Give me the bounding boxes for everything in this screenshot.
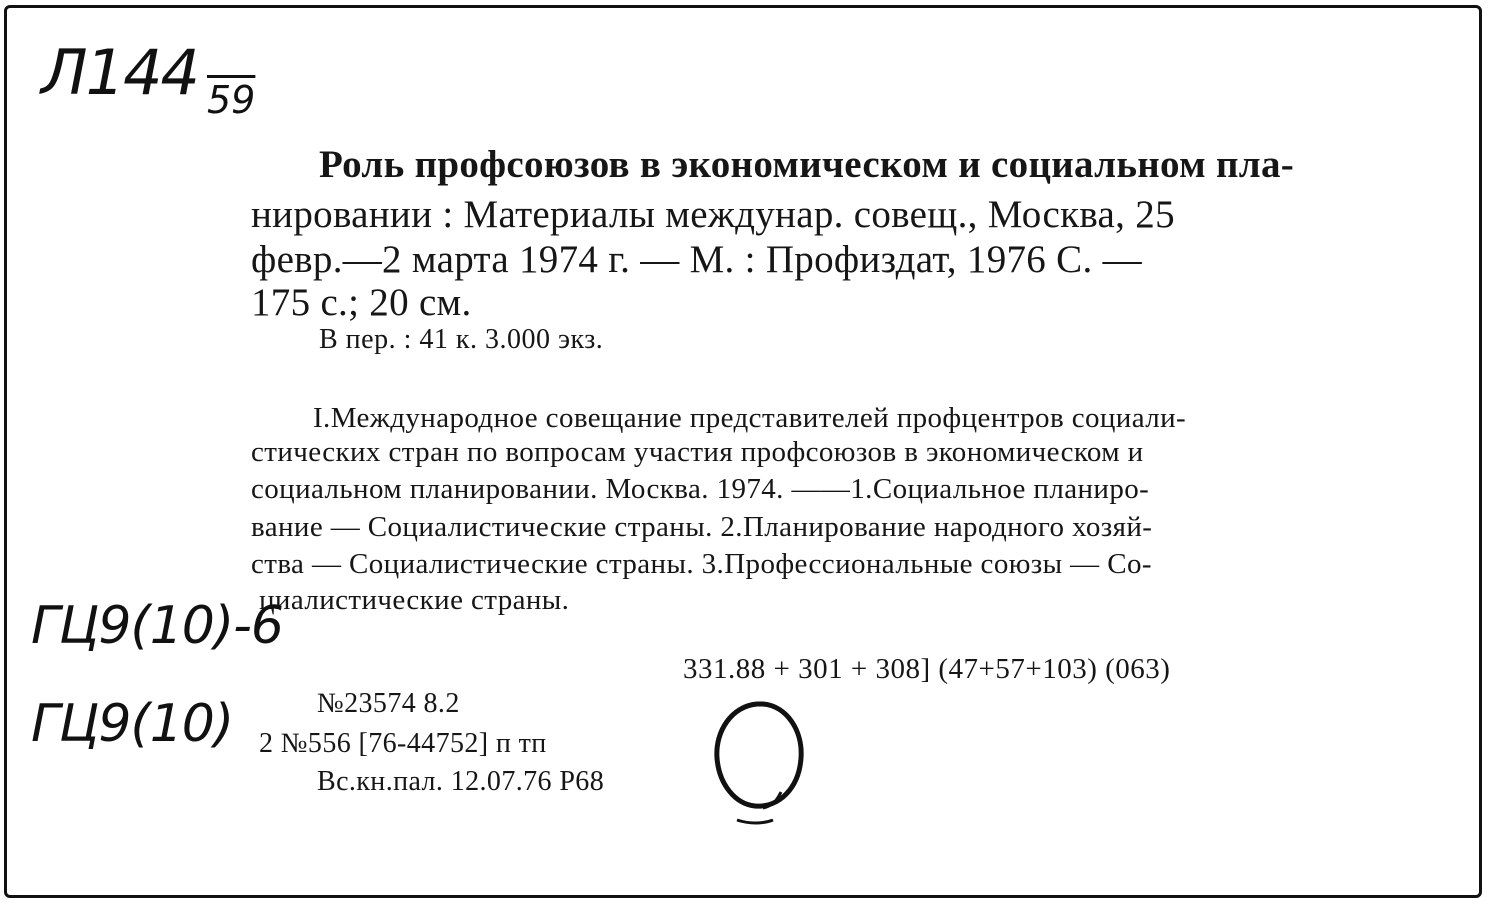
title-line-2: нировании : Материалы междунар. совещ., Москва, 25 — [251, 193, 1175, 236]
subject-line-1: I.Международное совещание представителей профцентров социали- — [313, 402, 1187, 434]
price-line: В пер. : 41 к. 3.000 экз. — [319, 324, 604, 355]
catalog-card — [4, 5, 1482, 898]
classification-index: 331.88 + 301 + 308] (47+57+103) (063) — [683, 653, 1171, 685]
handwritten-class-mark-1: ГЦ9(10)-6 — [31, 596, 284, 656]
subject-line-3: социальном планировании. Москва. 1974. ——1.Социальное планиро- — [251, 473, 1150, 505]
tech-line-3: Вс.кн.пал. 12.07.76 Р68 — [317, 766, 605, 797]
subject-line-4: вание — Социалистические страны. 2.Планирование народного хозяй- — [251, 511, 1153, 543]
subject-line-2: стических стран по вопросам участия профсоюзов в экономическом и — [251, 436, 1144, 468]
title-line-1: Роль профсоюзов в экономическом и социальном пла- — [319, 143, 1295, 186]
tech-line-1: №23574 8.2 — [317, 688, 460, 719]
hand-drawn-oval-mark — [707, 696, 817, 836]
subject-line-6: циалистические страны. — [259, 584, 570, 616]
handwritten-shelfmark-fraction: 59 — [207, 78, 256, 122]
title-line-3: февр.—2 марта 1974 г. — М. : Профиздат, 1976 С. — — [251, 238, 1142, 281]
handwritten-shelfmark: Л144 — [41, 36, 198, 109]
title-line-4: 175 с.; 20 см. — [251, 281, 472, 324]
subject-line-5: ства — Социалистические страны. 3.Профессиональные союзы — Со- — [251, 548, 1152, 580]
handwritten-class-mark-2: ГЦ9(10) — [31, 694, 234, 754]
tech-line-2: 2 №556 [76-44752] п тп — [259, 728, 547, 759]
